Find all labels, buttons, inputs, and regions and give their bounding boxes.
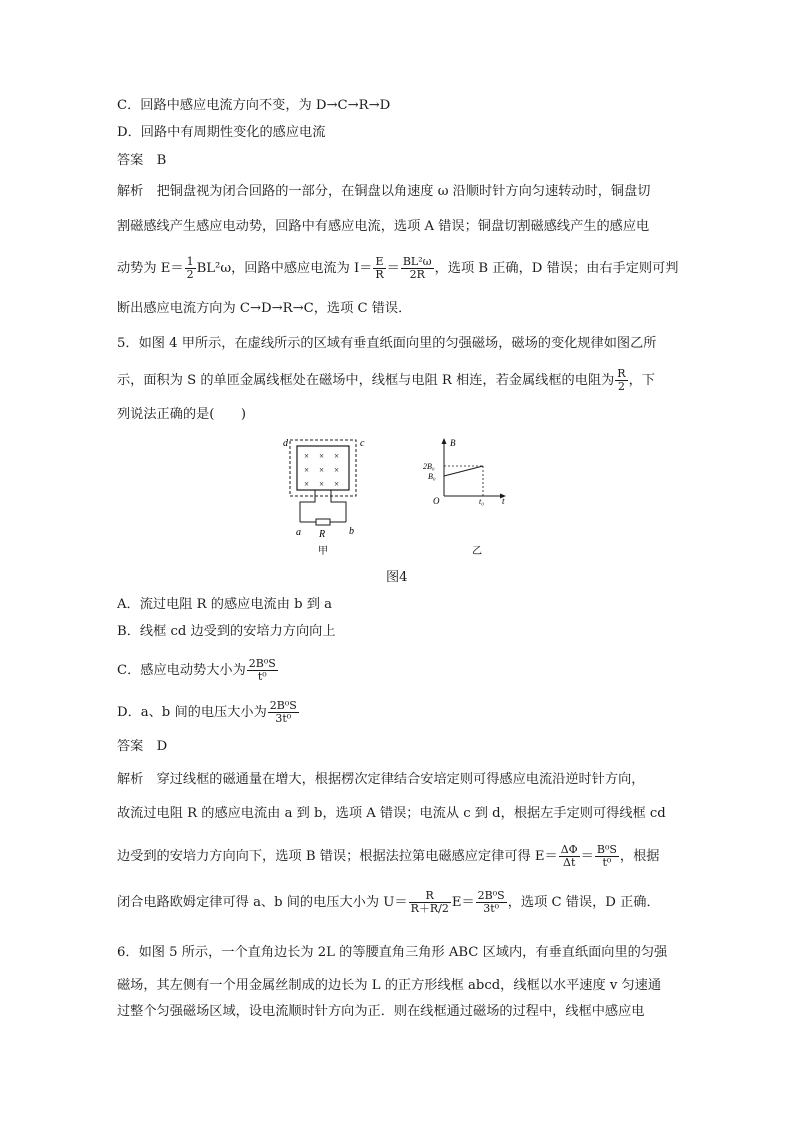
fraction-num: 2B⁰S (477, 889, 505, 902)
label-d: d (283, 438, 288, 449)
q6-stem-line1: 6．如图 5 所示，一个直角边长为 2L 的等腰直角三角形 ABC 区域内，有垂直纸面向里的匀强 (117, 945, 668, 960)
text-segment: D．a、b 间的电压大小为 (117, 705, 267, 720)
figure-yi (420, 436, 520, 562)
text-segment: ＝ (580, 849, 594, 864)
field-cross: × (304, 479, 310, 489)
q4-analysis-line4: 断出感应电流方向为 C→D→R→C，选项 C 错误． (117, 301, 412, 316)
fraction-num: R (617, 367, 626, 380)
axis-label-B: B (450, 438, 456, 448)
text-segment: ，根据 (619, 849, 660, 864)
fraction-den: 2R (409, 268, 425, 281)
fraction-num: BL²ω (402, 255, 432, 268)
text-segment: 动势为 E＝ (117, 261, 184, 276)
text-segment: ，下 (628, 373, 655, 388)
origin-label: O (433, 496, 440, 506)
figure-jia-caption: 甲 (318, 546, 328, 557)
text-segment: ，选项 B 正确，D 错误；由右手定则可判 (434, 261, 679, 276)
fraction (615, 368, 627, 393)
fraction-den: t⁰ (257, 670, 267, 683)
q4-analysis-line3 (117, 256, 678, 281)
field-cross: × (319, 465, 325, 475)
tick-t0: t₀ (479, 497, 485, 506)
text-segment: ＝ (386, 261, 400, 276)
field-cross: × (334, 465, 340, 475)
q4-answer (117, 152, 166, 170)
fraction-den: 3t⁰ (275, 712, 292, 725)
fraction-num: ΔΦ (560, 843, 578, 856)
fraction-den: R (375, 268, 384, 281)
fraction-den: R＋R/2 (410, 902, 449, 915)
q5-analysis-line1 (117, 771, 645, 789)
field-cross: × (304, 451, 310, 461)
answer-value: B (156, 153, 167, 168)
q4-analysis-line2: 割磁感线产生感应电动势，回路中有感应电流，选项 A 错误；铜盘切割磁感线产生的感应电 (117, 219, 650, 234)
q5-stem-line2 (117, 368, 655, 393)
q4-analysis-line1 (117, 183, 650, 201)
fraction (595, 844, 619, 869)
text-segment: 示，面积为 S 的单匝金属线框处在磁场中，线框与电阻 R 相连，若金属线框的电阻为 (117, 373, 615, 388)
fraction (559, 844, 580, 869)
fraction (185, 256, 196, 281)
q4-option-c: C．回路中感应电流方向不变，为 D→C→R→D (117, 98, 391, 113)
answer-label: 答案 (117, 153, 144, 168)
field-cross: × (304, 465, 310, 475)
fraction-den: 2 (186, 268, 194, 281)
label-c: c (360, 438, 365, 449)
fraction (476, 890, 507, 915)
q5-stem-line3: 列说法正确的是( ) (117, 407, 246, 422)
fraction-num: 2B⁰S (269, 699, 297, 712)
figure-yi-caption: 乙 (472, 546, 482, 557)
fraction (401, 256, 434, 281)
lead-wire-right (331, 490, 346, 522)
q4-option-d: D．回路中有周期性变化的感应电流 (117, 125, 326, 140)
text-segment: BL²ω，回路中感应电流为 I＝ (196, 261, 373, 276)
q6-stem-line2: 磁场，其左侧有一个用金属丝制成的边长为 L 的正方形线框 abcd，线框以水平速度 v 匀速通 (117, 978, 662, 993)
resistor-R (316, 519, 330, 525)
y-axis-arrow-icon (442, 438, 447, 444)
field-cross: × (334, 451, 340, 461)
tick-2B0: 2B₀ (423, 462, 435, 471)
b-field-line (444, 466, 483, 476)
answer-label: 答案 (117, 739, 144, 754)
tick-B0: B₀ (428, 472, 436, 481)
text-segment: 边受到的安培力方向向下，选项 B 错误；根据法拉第电磁感应定律可得 E＝ (117, 849, 558, 864)
fraction-den: Δt (563, 856, 576, 869)
answer-value: D (156, 739, 168, 754)
figure-jia (280, 432, 370, 562)
q5-answer (117, 738, 167, 756)
q5-analysis-line4 (117, 890, 660, 915)
field-cross: × (319, 451, 325, 461)
fraction-den: t⁰ (602, 856, 612, 869)
analysis-text: 把铜盘视为闭合回路的一部分，在铜盘以角速度 ω 沿顺时针方向匀速转动时，铜盘切 (156, 184, 651, 199)
fraction (247, 658, 278, 683)
field-cross: × (334, 479, 340, 489)
label-a: a (296, 527, 301, 538)
analysis-label: 解析 (117, 772, 144, 787)
q5-option-d (117, 700, 300, 725)
fraction (373, 256, 385, 281)
q5-option-a: A．流过电阻 R 的感应电流由 b 到 a (117, 597, 332, 612)
label-b: b (349, 526, 354, 537)
fraction-den: 3t⁰ (483, 902, 500, 915)
analysis-text: 穿过线框的磁通量在增大，根据楞次定律结合安培定则可得感应电流沿逆时针方向， (156, 772, 645, 787)
q5-stem-line1: 5．如图 4 甲所示，在虚线所示的区域有垂直纸面向里的匀强磁场，磁场的变化规律如图乙所 (117, 336, 657, 351)
q5-option-b: B．线框 cd 边受到的安培力方向向上 (117, 624, 336, 639)
q5-analysis-line2: 故流过电阻 R 的感应电流由 a 到 b，选项 A 错误；电流从 c 到 d，根据左手定则可得线框 cd (117, 806, 666, 821)
q5-option-c (117, 658, 279, 683)
text-segment: C．感应电动势大小为 (117, 663, 246, 678)
text-segment: ，选项 C 错误，D 正确． (507, 895, 660, 910)
fraction-num: B⁰S (596, 843, 617, 856)
fraction (268, 700, 299, 725)
q6-stem-line3: 过整个匀强磁场区域，设电流顺时针方向为正．则在线框通过磁场的过程中，线框中感应电 (117, 1004, 645, 1019)
fraction-num: E (373, 256, 385, 269)
fraction-num: 2B⁰S (248, 657, 276, 670)
figure-caption: 图4 (386, 570, 408, 585)
fraction-num: 1 (186, 255, 194, 268)
fraction-den: 2 (617, 380, 625, 393)
fraction (409, 890, 451, 915)
text-segment: E＝ (451, 895, 475, 910)
field-cross: × (319, 479, 325, 489)
label-R: R (319, 529, 326, 540)
q5-analysis-line3 (117, 844, 659, 869)
text-segment: 闭合电路欧姆定律可得 a、b 间的电压大小为 U＝ (117, 895, 408, 910)
lead-wire-left (300, 490, 315, 522)
fraction-num: R (409, 890, 451, 903)
analysis-label: 解析 (117, 184, 144, 199)
axis-label-t: t (502, 496, 505, 506)
